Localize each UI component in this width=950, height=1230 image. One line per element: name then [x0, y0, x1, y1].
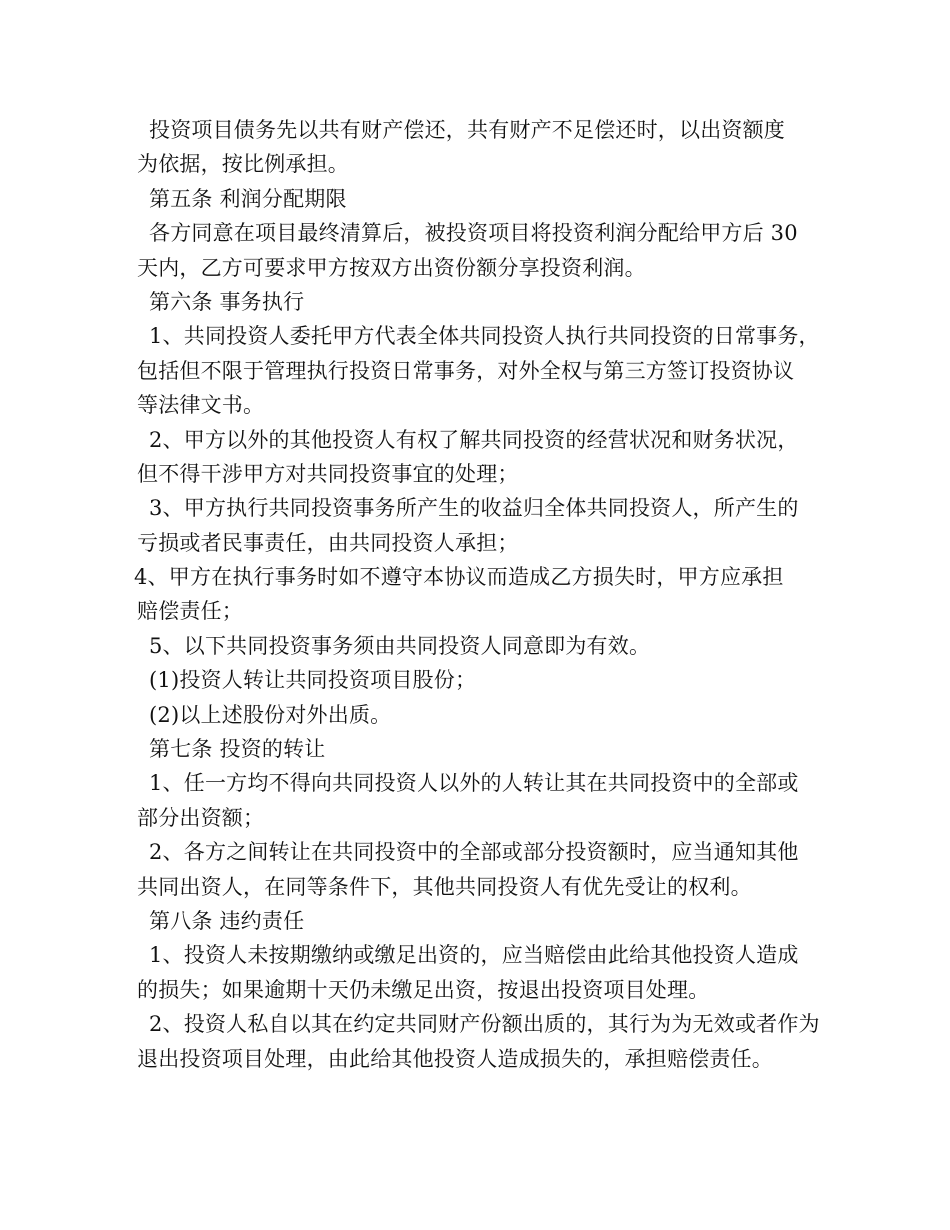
document-body — [134, 113, 827, 1076]
paragraph-line: 赔偿责任； — [137, 599, 243, 624]
paragraph-line: 4、甲方在执行事务时如不遵守本协议而造成乙方损失时，甲方应承担 — [134, 565, 784, 590]
paragraph-line: 1、任一方均不得向共同投资人以外的人转让其在共同投资中的全部或 — [149, 771, 799, 796]
list-item: (1)投资人转让共同投资项目股份； — [149, 668, 477, 693]
paragraph-line: 1、共同投资人委托甲方代表全体共同投资人执行共同投资的日常事务， — [149, 324, 820, 349]
paragraph-line: 3、甲方执行共同投资事务所产生的收益归全体共同投资人，所产生的 — [149, 496, 799, 521]
list-item: (2)以上述股份对外出质。 — [149, 702, 392, 727]
paragraph-line: 包括但不限于管理执行投资日常事务，对外全权与第三方签订投资协议 — [137, 358, 795, 383]
section-heading: 第八条 违约责任 — [149, 908, 305, 933]
paragraph-line: 等法律文书。 — [137, 393, 265, 418]
paragraph-line: 5、以下共同投资事务须由共同投资人同意即为有效。 — [149, 633, 651, 658]
paragraph-line: 退出投资项目处理，由此给其他投资人造成损失的，承担赔偿责任。 — [137, 1046, 773, 1071]
paragraph-line: 投资项目债务先以共有财产偿还，共有财产不足偿还时，以出资额度 — [149, 118, 785, 142]
paragraph-line: 天内，乙方可要求甲方按双方出资份额分享投资利润。 — [137, 255, 646, 280]
section-heading: 第七条 投资的转让 — [149, 737, 326, 762]
paragraph-line: 部分出资额； — [137, 805, 265, 830]
paragraph-line: 各方同意在项目最终清算后，被投资项目将投资利润分配给甲方后 30 — [149, 221, 798, 246]
paragraph-line: 为依据，按比例承担。 — [137, 152, 349, 177]
paragraph-line: 2、投资人私自以其在约定共同财产份额出质的，其行为为无效或者作为 — [149, 1012, 820, 1037]
section-heading: 第六条 事务执行 — [149, 289, 305, 314]
paragraph-line: 2、甲方以外的其他投资人有权了解共同投资的经营状况和财务状况， — [149, 427, 799, 452]
section-heading: 第五条 利润分配期限 — [149, 186, 347, 211]
paragraph-line: 共同出资人，在同等条件下，其他共同投资人有优先受让的权利。 — [137, 874, 752, 899]
paragraph-line: 2、各方之间转让在共同投资中的全部或部分投资额时，应当通知其他 — [149, 840, 799, 865]
paragraph-line: 1、投资人未按期缴纳或缴足出资的，应当赔偿由此给其他投资人造成 — [149, 943, 799, 968]
paragraph-line: 但不得干涉甲方对共同投资事宜的处理； — [137, 461, 519, 486]
paragraph-line: 的损失；如果逾期十天仍未缴足出资，按退出投资项目处理。 — [137, 977, 710, 1002]
paragraph-line: 亏损或者民事责任，由共同投资人承担； — [137, 530, 519, 555]
